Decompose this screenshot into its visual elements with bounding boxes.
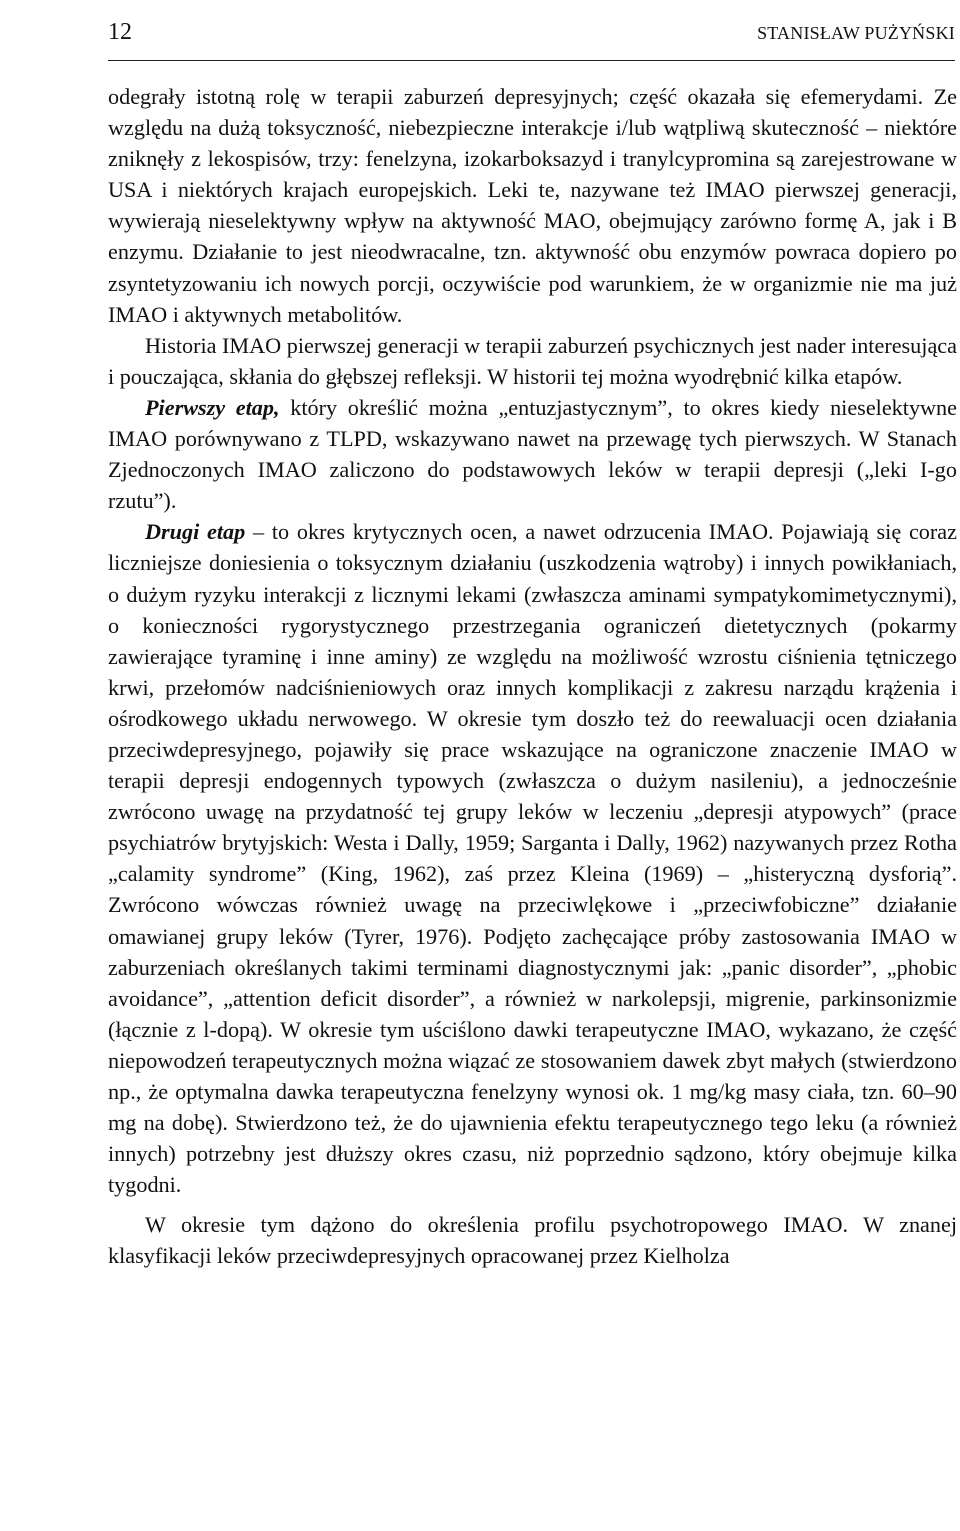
first-stage-lead: Pierwszy etap, xyxy=(145,394,280,420)
body-text xyxy=(108,81,957,1272)
paragraph-continuation: odegrały istotną rolę w terapii zaburzeń depresyjnych; część okazała się efemerydami. Ze względu na dużą toksyczność, niebezpieczne interakcje i/lub wątpliwą skuteczność – niektóre zniknęły z lekospisów, trzy: fenelzyna, izokarboksazyd i tranylcypromina są zarejestrowane w USA i niektórych krajach europejskich. Leki te, nazywane też IMAO pierwszej generacji, wywierają nieselektywny wpływ na aktywność MAO, obejmujący zarówno formę A, jak i B enzymu. Działanie to jest nieodwracalne, tzn. aktywność obu enzymów powraca dopiero po zsyntetyzowaniu ich nowych porcji, oczywiście pod warunkiem, że w organizmie nie ma już IMAO i aktywnych metabolitów. xyxy=(108,84,957,327)
paragraph-first-stage xyxy=(108,392,957,516)
paragraph-second-stage xyxy=(108,516,957,1200)
header-rule xyxy=(108,60,955,61)
paragraph-history: Historia IMAO pierwszej generacji w terapii zaburzeń psychicznych jest nader interesująca i pouczająca, skłania do głębszej refleksji. W historii tej można wyodrębnić kilka etapów. xyxy=(108,332,957,389)
page-number: 12 xyxy=(108,19,132,45)
running-head xyxy=(108,18,955,48)
second-stage-text: – to okres krytycznych ocen, a nawet odrzucenia IMAO. Pojawiają się coraz liczniejsze doniesienia o toksycznym działaniu (uszkodzenia wątroby) i innych powikłaniach, o dużym ryzyku interakcji z licznymi lekami (zwłaszcza aminami sympatykomimetycznymi), o konieczności rygorystycznego przestrzegania ograniczeń dietetycznych (pokarmy zawierające tyraminę i inne aminy) ze względu na możliwość wzrostu ciśnienia tętniczego krwi, przełomów nadciśnieniowych oraz innych komplikacji z zakresu narządu krążenia i ośrodkowego układu nerwowego. W okresie tym doszło też do reewaluacji ocen działania przeciwdepresyjnego, pojawiły się prace wskazujące na ograniczone znaczenie IMAO w terapii depresji endogennych typowych (zwłaszcza o dużym nasileniu), a jednocześnie zwrócono uwagę na przydatność tej grupy leków w leczeniu „depresji atypowych” (prace psychiatrów brytyjskich: Westa i Dally, 1959; Sarganta i Dally, 1962) nazywanych przez Rotha „calamity syndrome” (King, 1962), zaś przez Kleina (1969) – „histeryczną dysforią”. Zwrócono wówczas również uwagę na przeciwlękowe i „przeciwfobiczne” działanie omawianej grupy leków (Tyrer, 1976). Podjęto zachęcające próby zastosowania IMAO w zaburzeniach określanych takimi terminami diagnostycznymi jak: „panic disorder”, „phobic avoidance”, „attention deficit disorder”, a również w narkolepsji, migrenie, parkinsonizmie (łącznie z l-dopą). W okresie tym uściślono dawki terapeutyczne IMAO, wykazano, że część niepowodzeń terapeutycznych można wiązać ze stosowaniem dawek zbyt małych (stwierdzono np., że optymalna dawka terapeutyczna fenelzyny wynosi ok. 1 mg/kg masy ciała, tzn. 60–90 mg na dobę). Stwierdzono też, że do ujawnienia efektu terapeutycznego tego leku (a również innych) potrzebny jest dłuższy okres czasu, niż poprzednio sądzono, który obejmuje kilka tygodni. xyxy=(108,519,957,1198)
second-stage-lead: Drugi etap xyxy=(145,519,246,545)
first-stage-text: który określić można „entuzjastycznym”, to okres kiedy nieselektywne IMAO porównywano z TLPD, wskazywano nawet na przewagę tych pierwszych. W Stanach Zjednoczonych IMAO zaliczono do podstawowych leków w terapii depresji („leki I-go rzutu”). xyxy=(108,394,957,514)
paragraph-psychotropic-profile: W okresie tym dążono do określenia profilu psychotropowego IMAO. W znanej klasyfikacji leków przeciwdepresyjnych opracowanej przez Kielholza xyxy=(108,1212,957,1269)
running-head-author: STANISŁAW PUŻYŃSKI xyxy=(757,23,955,43)
